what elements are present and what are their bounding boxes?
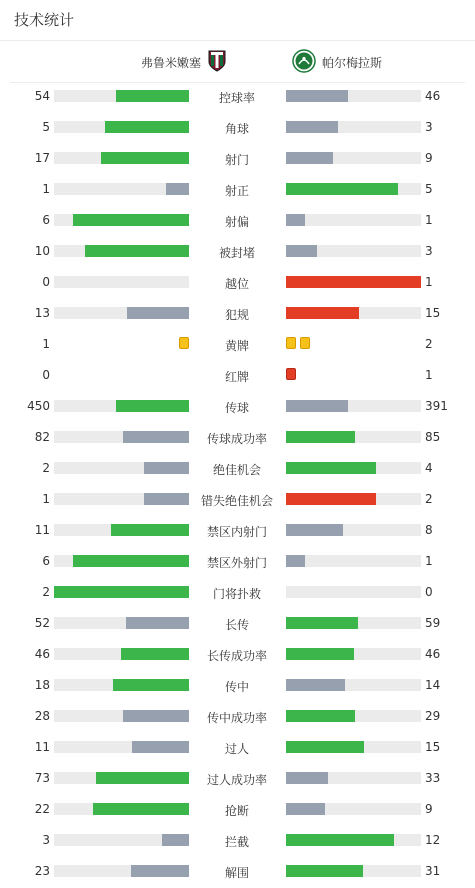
stat-label: 禁区内射门 [206,525,267,539]
home-bar-fill [127,307,189,319]
away-bar-fill [286,617,358,629]
away-bar-track [286,741,421,753]
stats-list [0,81,475,887]
home-stat-value: 3 [42,833,50,847]
away-stat-value: 2 [425,337,433,351]
home-bar-fill [96,772,189,784]
away-bar-track [286,276,421,288]
away-cards [286,337,314,349]
away-stat-value: 29 [425,709,441,723]
away-bar-track [286,524,421,536]
home-team[interactable] [141,51,227,73]
home-bar-track [54,400,189,412]
away-stat-value: 8 [425,523,433,537]
home-bar-fill [85,245,189,257]
home-bar-track [54,524,189,536]
palmeiras-crest-icon [292,49,316,76]
stat-label: 黄牌 [224,339,249,353]
stat-row [0,174,475,205]
home-stat-value: 18 [34,678,50,692]
away-stat-value: 4 [425,461,433,475]
home-bar-fill [116,90,189,102]
stat-row [0,732,475,763]
away-stat-value: 9 [425,802,433,816]
away-stat-value: 15 [425,306,441,320]
away-bar-fill [286,524,343,536]
home-bar-fill [105,121,189,133]
away-bar-fill [286,741,364,753]
stat-label: 射正 [224,184,249,198]
away-stat-value: 15 [425,740,441,754]
away-bar-track [286,803,421,815]
fluminense-crest-icon [207,50,227,75]
home-bar-fill [162,834,189,846]
stat-label: 被封堵 [218,246,255,260]
stat-row [0,639,475,670]
away-bar-track [286,462,421,474]
away-bar-fill [286,834,394,846]
home-stat-value: 0 [42,275,50,289]
stat-label: 门将扑救 [212,587,261,601]
home-cards [175,337,189,349]
home-stat-value: 52 [34,616,50,630]
away-stat-value: 5 [425,182,433,196]
home-stat-value: 82 [34,430,50,444]
stat-label: 错失绝佳机会 [200,494,273,508]
away-stat-value: 85 [425,430,441,444]
stat-row [0,608,475,639]
away-cards [286,368,300,380]
away-bar-track [286,183,421,195]
home-bar-track [54,493,189,505]
home-bar-track [54,803,189,815]
teams-header [10,41,465,83]
stat-label: 红牌 [224,370,249,384]
stat-label: 射偏 [224,215,249,229]
home-bar-fill [126,617,189,629]
away-stat-value: 1 [425,213,433,227]
stat-row [0,484,475,515]
home-stat-value: 46 [34,647,50,661]
home-bar-track [54,276,189,288]
home-bar-fill [54,586,189,598]
away-bar-fill [286,679,345,691]
home-bar-fill [73,555,189,567]
away-stat-value: 14 [425,678,441,692]
away-bar-fill [286,462,376,474]
away-bar-fill [286,493,376,505]
home-stat-value: 23 [34,864,50,878]
stat-label: 绝佳机会 [212,463,261,477]
home-bar-track [54,555,189,567]
away-stat-value: 3 [425,120,433,134]
away-stat-value: 1 [425,554,433,568]
stat-row [0,81,475,112]
home-stat-value: 17 [34,151,50,165]
home-stat-value: 1 [42,182,50,196]
away-stat-value: 1 [425,368,433,382]
away-bar-fill [286,214,305,226]
home-bar-track [54,772,189,784]
away-stat-value: 46 [425,89,441,103]
away-bar-fill [286,121,338,133]
stat-label: 角球 [224,122,249,136]
away-bar-track [286,710,421,722]
home-bar-fill [101,152,189,164]
stat-label: 传中成功率 [206,711,267,725]
away-bar-fill [286,648,354,660]
home-bar-fill [144,462,189,474]
home-team-name: 弗鲁米嫩塞 [140,55,201,70]
away-bar-track [286,245,421,257]
home-bar-track [54,617,189,629]
stat-label: 解围 [224,866,249,880]
stat-label: 传中 [224,680,249,694]
home-bar-track [54,90,189,102]
home-bar-track [54,245,189,257]
away-bar-fill [286,152,333,164]
stat-row [0,360,475,391]
away-stat-value: 2 [425,492,433,506]
away-bar-fill [286,400,348,412]
away-bar-track [286,90,421,102]
home-stat-value: 28 [34,709,50,723]
home-bar-fill [144,493,189,505]
home-bar-track [54,586,189,598]
away-bar-track [286,586,421,598]
stat-row [0,205,475,236]
home-stat-value: 11 [34,740,50,754]
away-bar-fill [286,183,398,195]
away-stat-value: 12 [425,833,441,847]
home-bar-track [54,710,189,722]
home-stat-value: 6 [42,213,50,227]
stat-label: 传球 [224,401,249,415]
home-stat-value: 1 [42,492,50,506]
away-bar-track [286,214,421,226]
stat-row [0,577,475,608]
home-bar-track [54,307,189,319]
away-bar-fill [286,803,325,815]
home-stat-value: 22 [34,802,50,816]
stat-label: 传球成功率 [206,432,267,446]
page-title: 技术统计 [0,0,475,41]
home-bar-fill [121,648,189,660]
stat-row [0,391,475,422]
away-stat-value: 33 [425,771,441,785]
stat-row [0,236,475,267]
stat-label: 犯规 [224,308,249,322]
stat-row [0,112,475,143]
stat-row [0,143,475,174]
stat-row [0,329,475,360]
yellow-card-icon [300,337,310,349]
stat-row [0,701,475,732]
away-stat-value: 0 [425,585,433,599]
away-stat-value: 3 [425,244,433,258]
stat-label: 过人 [224,742,249,756]
home-bar-track [54,648,189,660]
home-stat-value: 6 [42,554,50,568]
away-team[interactable] [292,50,382,74]
home-stat-value: 0 [42,368,50,382]
stat-label: 长传成功率 [206,649,267,663]
home-bar-track [54,431,189,443]
home-stat-value: 5 [42,120,50,134]
stat-row [0,267,475,298]
away-bar-fill [286,865,363,877]
away-stat-value: 1 [425,275,433,289]
away-stat-value: 9 [425,151,433,165]
home-bar-track [54,121,189,133]
away-bar-track [286,834,421,846]
stat-row [0,515,475,546]
home-stat-value: 2 [42,461,50,475]
yellow-card-icon [286,337,296,349]
home-bar-fill [93,803,189,815]
away-bar-fill [286,245,317,257]
away-bar-track [286,493,421,505]
away-bar-track [286,152,421,164]
away-bar-track [286,121,421,133]
away-bar-track [286,648,421,660]
away-bar-track [286,307,421,319]
stat-row [0,298,475,329]
away-bar-track [286,400,421,412]
home-bar-track [54,865,189,877]
away-bar-track [286,555,421,567]
stat-label: 过人成功率 [206,773,267,787]
home-stat-value: 450 [27,399,50,413]
stat-label: 拦截 [224,835,249,849]
away-bar-fill [286,431,355,443]
stat-label: 控球率 [218,91,255,105]
home-bar-track [54,834,189,846]
home-bar-fill [116,400,189,412]
home-stat-value: 10 [34,244,50,258]
away-bar-track [286,679,421,691]
away-bar-track [286,431,421,443]
away-bar-fill [286,555,305,567]
away-bar-track [286,865,421,877]
stat-label: 禁区外射门 [206,556,267,570]
home-stat-value: 11 [34,523,50,537]
stat-label: 抢断 [224,804,249,818]
home-bar-track [54,152,189,164]
stat-label: 越位 [224,277,249,291]
stat-row [0,546,475,577]
stat-row [0,825,475,856]
home-stat-value: 54 [34,89,50,103]
away-stat-value: 391 [425,399,448,413]
home-stat-value: 73 [34,771,50,785]
away-stat-value: 46 [425,647,441,661]
stat-row [0,763,475,794]
away-stat-value: 31 [425,864,441,878]
home-bar-track [54,183,189,195]
home-bar-fill [131,865,189,877]
stat-row [0,422,475,453]
home-bar-fill [132,741,189,753]
yellow-card-icon [179,337,189,349]
away-stat-value: 59 [425,616,441,630]
home-bar-track [54,679,189,691]
home-bar-fill [113,679,189,691]
home-bar-track [54,462,189,474]
stat-label: 射门 [224,153,249,167]
home-bar-fill [73,214,189,226]
home-bar-fill [123,710,189,722]
away-bar-fill [286,276,421,288]
away-bar-fill [286,90,348,102]
home-bar-track [54,741,189,753]
home-bar-fill [166,183,189,195]
away-bar-fill [286,772,328,784]
away-bar-fill [286,710,355,722]
stat-row [0,670,475,701]
home-stat-value: 2 [42,585,50,599]
away-team-name: 帕尔梅拉斯 [322,55,383,70]
home-stat-value: 1 [42,337,50,351]
away-bar-fill [286,307,359,319]
home-bar-fill [123,431,189,443]
home-bar-fill [111,524,189,536]
stat-label: 长传 [224,618,249,632]
home-bar-track [54,214,189,226]
red-card-icon [286,368,296,380]
away-bar-track [286,772,421,784]
stat-row [0,856,475,887]
away-bar-track [286,617,421,629]
stat-row [0,794,475,825]
home-stat-value: 13 [34,306,50,320]
stat-row [0,453,475,484]
